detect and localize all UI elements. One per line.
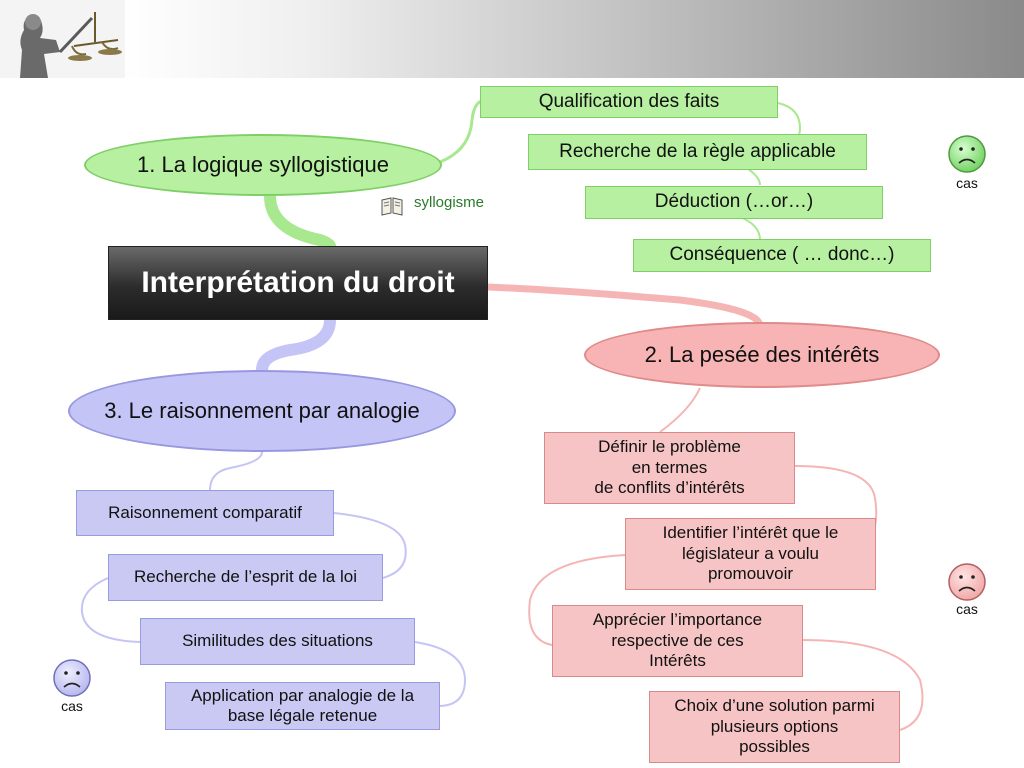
sad-face-icon — [947, 134, 987, 174]
step-consequence: Conséquence ( … donc…) — [633, 239, 931, 272]
step-apprecier-importance: Apprécier l’importance respective de ces Intérêts — [552, 605, 803, 677]
step-identifier-interet: Identifier l’intérêt que le législateur a voulu promouvoir — [625, 518, 876, 590]
step-deduction: Déduction (…or…) — [585, 186, 883, 219]
cas-label-2: cas — [956, 601, 978, 617]
syllogisme-link[interactable]: syllogisme — [414, 194, 485, 211]
branch-pesee-interets: 2. La pesée des intérêts — [584, 322, 940, 388]
book-icon — [380, 196, 404, 216]
step-recherche-regle: Recherche de la règle applicable — [528, 134, 867, 170]
branch-logique-syllogistique: 1. La logique syllogistique — [84, 134, 442, 196]
step-similitudes-situations: Similitudes des situations — [140, 618, 415, 665]
sad-face-icon — [52, 658, 92, 698]
sad-face-icon — [947, 562, 987, 602]
step-application-analogie: Application par analogie de la base légale retenue — [165, 682, 440, 730]
cas-label-1: cas — [956, 175, 978, 191]
cas-label-3: cas — [61, 698, 83, 714]
step-qualification-faits: Qualification des faits — [480, 86, 778, 118]
step-raisonnement-comparatif: Raisonnement comparatif — [76, 490, 334, 536]
branch-raisonnement-analogie: 3. Le raisonnement par analogie — [68, 370, 456, 452]
step-choix-solution: Choix d’une solution parmi plusieurs options possibles — [649, 691, 900, 763]
step-definir-probleme: Définir le problème en termes de conflits d’intérêts — [544, 432, 795, 504]
step-recherche-esprit-loi: Recherche de l’esprit de la loi — [108, 554, 383, 601]
central-title: Interprétation du droit — [108, 246, 488, 320]
